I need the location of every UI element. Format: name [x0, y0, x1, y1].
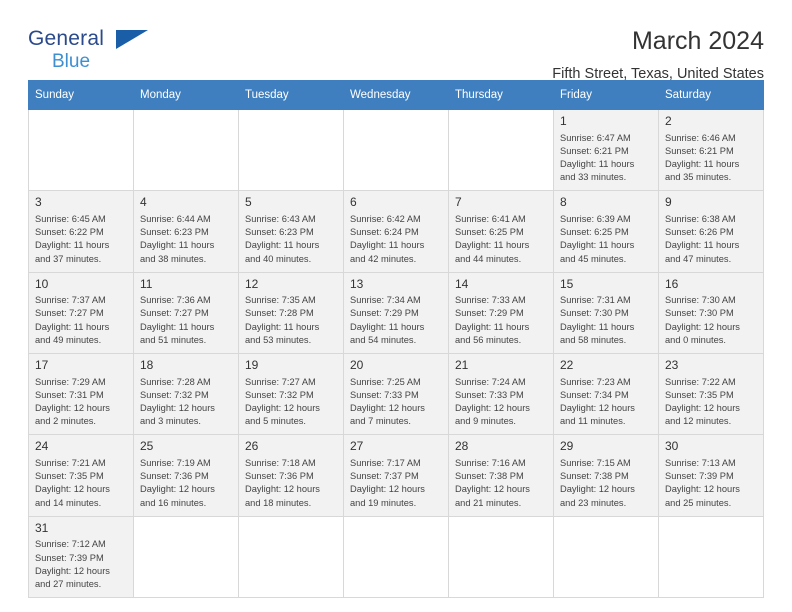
day-info-line: Sunrise: 7:21 AM [35, 457, 106, 468]
day-info-line: and 19 minutes. [350, 497, 417, 508]
calendar-day-cell[interactable] [659, 191, 764, 272]
day-info-line: Sunrise: 6:42 AM [350, 213, 421, 224]
day-info-line: and 27 minutes. [35, 578, 102, 589]
day-info-line: Sunset: 7:29 PM [455, 308, 524, 319]
day-info-line: and 14 minutes. [35, 497, 102, 508]
day-info-line: Sunrise: 7:16 AM [455, 457, 526, 468]
day-info-line: Sunset: 6:25 PM [560, 227, 629, 238]
day-sun-info [245, 457, 337, 510]
day-number: 30 [665, 439, 679, 454]
day-number: 20 [350, 358, 364, 373]
day-info-line: Daylight: 11 hours [455, 321, 530, 332]
calendar-cell-empty [134, 110, 239, 191]
flag-icon [116, 30, 148, 49]
day-info-line: Sunset: 6:23 PM [140, 227, 209, 238]
weekday-header-thursday: Thursday [449, 81, 554, 110]
day-info-line: Sunrise: 7:24 AM [455, 376, 526, 387]
day-sun-info [140, 213, 232, 266]
day-info-line: Sunrise: 7:37 AM [35, 295, 106, 306]
weekday-header-friday: Friday [554, 81, 659, 110]
day-info-line: Sunrise: 7:27 AM [245, 376, 316, 387]
day-sun-info [350, 294, 442, 347]
day-info-line: Sunrise: 6:47 AM [560, 132, 631, 143]
calendar-day-cell[interactable] [554, 191, 659, 272]
day-info-line: Daylight: 12 hours [35, 484, 110, 495]
calendar-cell-empty [239, 110, 344, 191]
day-number: 8 [560, 195, 567, 210]
page-title: March 2024 [631, 27, 764, 55]
calendar-day-cell[interactable] [29, 354, 134, 435]
day-info-line: Sunrise: 7:17 AM [350, 457, 421, 468]
day-info-line: and 5 minutes. [245, 416, 306, 427]
general-blue-logo [28, 28, 178, 78]
day-number: 19 [245, 358, 259, 373]
day-info-line: Sunrise: 6:44 AM [140, 213, 211, 224]
day-info-line: Sunrise: 7:15 AM [560, 457, 631, 468]
day-info-line: and 58 minutes. [560, 334, 627, 345]
day-info-line: Daylight: 12 hours [140, 403, 215, 413]
day-info-line: Sunset: 7:28 PM [245, 308, 314, 319]
calendar-day-cell[interactable] [29, 435, 134, 516]
day-info-line: Sunset: 7:32 PM [245, 389, 314, 400]
day-number: 26 [245, 439, 259, 454]
day-info-line: Sunset: 7:27 PM [140, 308, 209, 319]
day-info-line: Sunrise: 6:46 AM [665, 132, 736, 143]
calendar-day-cell[interactable] [134, 435, 239, 516]
day-sun-info [560, 213, 652, 266]
day-info-line: and 11 minutes. [560, 416, 626, 427]
calendar-day-cell[interactable] [239, 272, 344, 353]
day-info-line: and 0 minutes. [665, 334, 726, 345]
calendar-day-cell[interactable] [239, 354, 344, 435]
day-info-line: Sunset: 7:36 PM [245, 471, 314, 482]
weekday-header-saturday: Saturday [659, 81, 764, 110]
day-info-line: Sunset: 6:22 PM [35, 227, 104, 238]
calendar-day-cell[interactable] [344, 191, 449, 272]
calendar-day-cell[interactable] [134, 272, 239, 353]
day-sun-info [140, 294, 232, 347]
day-number: 7 [455, 195, 462, 210]
calendar-week-row [29, 435, 764, 516]
day-sun-info [665, 294, 757, 347]
day-sun-info [140, 457, 232, 510]
calendar-cell-empty [449, 110, 554, 191]
day-info-line: Sunset: 7:39 PM [35, 552, 104, 563]
day-info-line: Sunset: 7:38 PM [455, 471, 524, 482]
day-info-line: and 47 minutes. [665, 253, 732, 264]
day-info-line: and 23 minutes. [560, 497, 627, 508]
day-info-line: Sunset: 7:30 PM [665, 308, 734, 319]
calendar-cell-empty [29, 110, 134, 191]
day-info-line: Sunset: 7:29 PM [350, 308, 419, 319]
day-info-line: Sunset: 7:38 PM [560, 471, 629, 482]
calendar-day-cell[interactable] [344, 354, 449, 435]
day-info-line: and 25 minutes. [665, 497, 732, 508]
day-info-line: Sunset: 7:35 PM [665, 389, 734, 400]
calendar-week-row [29, 272, 764, 353]
day-sun-info [140, 376, 232, 429]
day-number: 18 [140, 358, 154, 373]
day-sun-info [665, 457, 757, 510]
day-number: 10 [35, 276, 49, 291]
title-block [552, 28, 764, 82]
calendar-day-cell[interactable] [29, 191, 134, 272]
day-info-line: Sunrise: 7:25 AM [350, 376, 421, 387]
calendar-week-row [29, 191, 764, 272]
calendar-cell-empty [344, 516, 449, 597]
day-info-line: and 18 minutes. [245, 497, 312, 508]
day-sun-info [35, 457, 127, 510]
day-number: 5 [245, 195, 252, 210]
day-info-line: Sunrise: 7:22 AM [665, 376, 736, 387]
day-info-line: Sunrise: 7:28 AM [140, 376, 211, 387]
day-info-line: Sunset: 7:34 PM [560, 389, 629, 400]
calendar-day-cell[interactable] [659, 435, 764, 516]
day-info-line: and 7 minutes. [350, 416, 411, 427]
day-number: 12 [245, 276, 259, 291]
calendar-day-cell[interactable] [134, 354, 239, 435]
logo-word-blue: Blue [52, 51, 91, 72]
day-info-line: Daylight: 11 hours [350, 240, 425, 251]
day-info-line: Sunrise: 7:13 AM [665, 457, 736, 468]
calendar-day-cell[interactable] [554, 272, 659, 353]
day-sun-info [665, 213, 757, 266]
calendar-week-row [29, 354, 764, 435]
day-info-line: Sunrise: 7:31 AM [560, 295, 631, 306]
day-sun-info [455, 376, 547, 429]
location-subtitle: Fifth Street, Texas, United States [552, 65, 764, 82]
day-number: 4 [140, 195, 147, 210]
day-sun-info [245, 213, 337, 266]
day-info-line: and 2 minutes. [35, 416, 96, 427]
day-number: 22 [560, 358, 574, 373]
day-sun-info [665, 132, 757, 185]
calendar-day-cell[interactable] [659, 272, 764, 353]
page-header [28, 0, 764, 82]
day-sun-info [35, 213, 127, 266]
day-info-line: and 12 minutes. [665, 416, 732, 427]
day-info-line: and 40 minutes. [245, 253, 312, 264]
calendar-week-row [29, 110, 764, 191]
weekday-header-sunday: Sunday [29, 81, 134, 110]
day-sun-info [560, 294, 652, 347]
calendar-day-cell[interactable] [449, 272, 554, 353]
calendar-week-row [29, 516, 764, 597]
calendar-day-cell[interactable] [239, 435, 344, 516]
day-sun-info [35, 538, 127, 591]
day-info-line: Sunset: 7:33 PM [455, 389, 524, 400]
calendar-day-cell[interactable] [29, 272, 134, 353]
day-info-line: and 45 minutes. [560, 253, 627, 264]
day-sun-info [350, 213, 442, 266]
calendar-day-cell[interactable] [344, 435, 449, 516]
day-number: 15 [560, 276, 574, 291]
day-sun-info [35, 294, 127, 347]
day-info-line: Sunrise: 7:23 AM [560, 376, 631, 387]
day-info-line: Daylight: 11 hours [140, 321, 215, 332]
calendar-day-cell[interactable] [554, 354, 659, 435]
calendar-cell-empty [134, 516, 239, 597]
calendar-day-cell[interactable] [449, 435, 554, 516]
day-number: 11 [140, 276, 153, 291]
day-info-line: Sunrise: 6:45 AM [35, 213, 106, 224]
weekday-header-tuesday: Tuesday [239, 81, 344, 110]
day-info-line: Sunset: 7:33 PM [350, 389, 419, 400]
day-number: 17 [35, 358, 49, 373]
day-sun-info [35, 376, 127, 429]
day-info-line: and 9 minutes. [455, 416, 516, 427]
day-info-line: Sunrise: 6:39 AM [560, 213, 631, 224]
calendar-day-cell[interactable] [659, 354, 764, 435]
weekday-header-row [29, 81, 764, 110]
calendar-day-cell[interactable] [29, 516, 134, 597]
calendar-body [29, 110, 764, 598]
day-info-line: Daylight: 12 hours [560, 403, 635, 413]
day-sun-info [455, 457, 547, 510]
day-info-line: Daylight: 12 hours [35, 565, 110, 576]
day-info-line: Sunset: 6:21 PM [665, 145, 734, 156]
day-info-line: Daylight: 11 hours [245, 321, 320, 332]
day-number: 13 [350, 276, 364, 291]
weekday-header-monday: Monday [134, 81, 239, 110]
day-number: 29 [560, 439, 574, 454]
day-info-line: Daylight: 12 hours [665, 484, 740, 495]
calendar-day-cell[interactable] [344, 272, 449, 353]
day-info-line: Sunset: 7:32 PM [140, 389, 209, 400]
day-info-line: and 49 minutes. [35, 334, 102, 345]
day-number: 24 [35, 439, 49, 454]
day-number: 14 [455, 276, 469, 291]
day-info-line: Daylight: 12 hours [665, 321, 740, 332]
calendar-cell-empty [659, 516, 764, 597]
day-info-line: Sunset: 6:21 PM [560, 145, 629, 156]
day-info-line: Daylight: 12 hours [350, 484, 425, 495]
day-info-line: Daylight: 12 hours [455, 484, 530, 495]
calendar-day-cell[interactable] [554, 110, 659, 191]
day-info-line: and 35 minutes. [665, 172, 732, 183]
day-info-line: and 21 minutes. [455, 497, 522, 508]
logo-word-general: General [28, 27, 105, 50]
day-info-line: Daylight: 11 hours [455, 240, 530, 251]
day-info-line: Sunrise: 7:34 AM [350, 295, 421, 306]
day-info-line: Sunrise: 7:33 AM [455, 295, 526, 306]
day-sun-info [455, 294, 547, 347]
calendar-day-cell[interactable] [659, 110, 764, 191]
day-number: 28 [455, 439, 469, 454]
day-sun-info [350, 457, 442, 510]
day-info-line: Daylight: 11 hours [35, 321, 110, 332]
day-number: 16 [665, 276, 679, 291]
day-info-line: Sunset: 7:27 PM [35, 308, 104, 319]
day-info-line: Sunrise: 7:36 AM [140, 295, 211, 306]
day-number: 21 [455, 358, 469, 373]
day-sun-info [665, 376, 757, 429]
day-info-line: Daylight: 11 hours [665, 240, 740, 251]
day-info-line: and 3 minutes. [140, 416, 201, 427]
day-info-line: Daylight: 11 hours [245, 240, 320, 251]
day-info-line: and 53 minutes. [245, 334, 312, 345]
day-info-line: and 54 minutes. [350, 334, 417, 345]
day-number: 9 [665, 195, 672, 210]
day-info-line: Sunset: 6:24 PM [350, 227, 419, 238]
calendar-cell-empty [239, 516, 344, 597]
calendar-day-cell[interactable] [449, 191, 554, 272]
calendar-day-cell[interactable] [134, 191, 239, 272]
calendar-cell-empty [554, 516, 659, 597]
weekday-header-wednesday: Wednesday [344, 81, 449, 110]
day-number: 3 [35, 195, 42, 210]
day-info-line: and 56 minutes. [455, 334, 522, 345]
day-number: 1 [560, 114, 567, 128]
day-info-line: Daylight: 11 hours [350, 321, 425, 332]
calendar-cell-empty [449, 516, 554, 597]
day-number: 31 [35, 520, 49, 535]
day-info-line: Daylight: 12 hours [245, 484, 320, 495]
day-info-line: and 44 minutes. [455, 253, 522, 264]
day-info-line: Daylight: 12 hours [350, 403, 425, 413]
day-info-line: Sunrise: 7:18 AM [245, 457, 316, 468]
day-info-line: Daylight: 12 hours [140, 484, 215, 495]
day-info-line: Sunrise: 7:30 AM [665, 295, 736, 306]
day-info-line: Sunset: 7:39 PM [665, 471, 734, 482]
day-info-line: Daylight: 11 hours [560, 240, 635, 251]
day-info-line: Sunrise: 7:35 AM [245, 295, 316, 306]
day-info-line: and 16 minutes. [140, 497, 207, 508]
day-info-line: Sunset: 6:25 PM [455, 227, 524, 238]
day-number: 6 [350, 195, 357, 210]
day-info-line: Daylight: 12 hours [455, 403, 530, 413]
day-info-line: Sunrise: 6:41 AM [455, 213, 526, 224]
day-info-line: Daylight: 12 hours [245, 403, 320, 413]
day-info-line: and 38 minutes. [140, 253, 207, 264]
day-info-line: Sunrise: 7:12 AM [35, 539, 106, 550]
day-number: 2 [665, 114, 672, 128]
day-info-line: Sunrise: 6:38 AM [665, 213, 736, 224]
day-info-line: Sunset: 7:31 PM [35, 389, 104, 400]
day-sun-info [560, 376, 652, 429]
day-info-line: Sunset: 7:35 PM [35, 471, 104, 482]
day-info-line: Sunset: 7:37 PM [350, 471, 419, 482]
calendar-day-cell[interactable] [449, 354, 554, 435]
day-sun-info [560, 457, 652, 510]
day-info-line: Daylight: 11 hours [560, 321, 635, 332]
day-sun-info [350, 376, 442, 429]
day-sun-info [245, 376, 337, 429]
day-sun-info [560, 132, 652, 185]
day-info-line: Sunrise: 7:29 AM [35, 376, 106, 387]
day-info-line: Daylight: 12 hours [35, 403, 110, 413]
day-info-line: Daylight: 12 hours [665, 403, 740, 413]
day-info-line: Sunset: 6:26 PM [665, 227, 734, 238]
day-sun-info [455, 213, 547, 266]
day-number: 23 [665, 358, 679, 373]
day-info-line: Sunrise: 7:19 AM [140, 457, 211, 468]
day-info-line: Daylight: 11 hours [665, 158, 740, 169]
day-sun-info [245, 294, 337, 347]
day-info-line: and 51 minutes. [140, 334, 207, 345]
day-info-line: Sunset: 6:23 PM [245, 227, 314, 238]
day-info-line: Daylight: 11 hours [35, 240, 110, 251]
day-info-line: and 42 minutes. [350, 253, 417, 264]
day-info-line: Daylight: 11 hours [560, 158, 635, 169]
day-info-line: and 37 minutes. [35, 253, 102, 264]
day-info-line: and 33 minutes. [560, 172, 627, 183]
day-info-line: Sunset: 7:30 PM [560, 308, 629, 319]
day-info-line: Daylight: 11 hours [140, 240, 215, 251]
calendar-day-cell[interactable] [239, 191, 344, 272]
calendar-table [28, 80, 764, 598]
day-number: 25 [140, 439, 154, 454]
day-info-line: Daylight: 12 hours [560, 484, 635, 495]
day-info-line: Sunset: 7:36 PM [140, 471, 209, 482]
day-info-line: Sunrise: 6:43 AM [245, 213, 316, 224]
day-number: 27 [350, 439, 364, 454]
calendar-cell-empty [344, 110, 449, 191]
calendar-day-cell[interactable] [554, 435, 659, 516]
